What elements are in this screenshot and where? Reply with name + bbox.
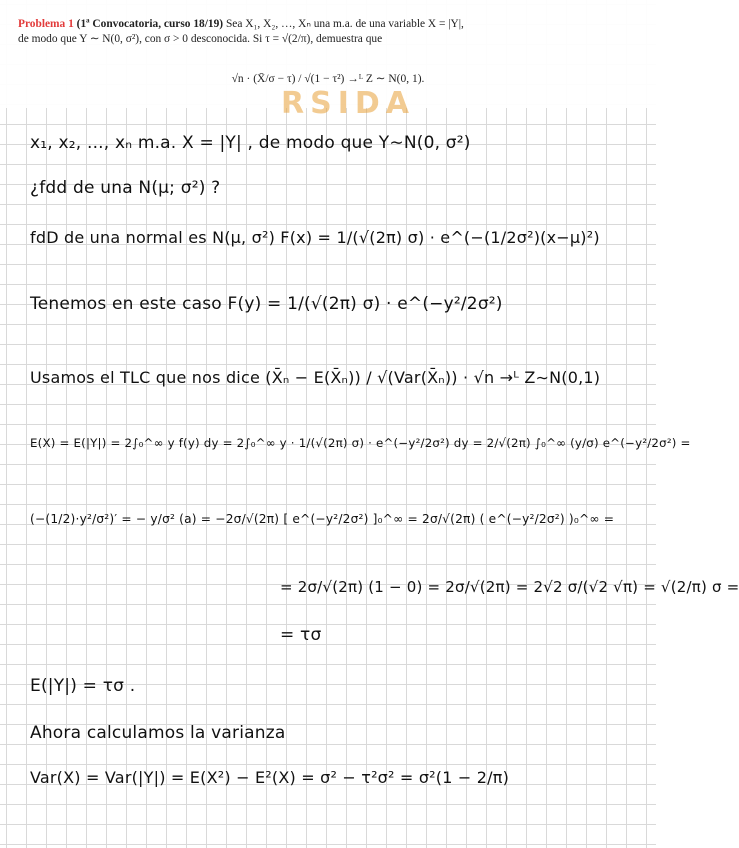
convergence-formula: √n · (X̄/σ − τ) / √(1 − τ²) →ᴸ Z ∼ N(0, 1). [231,73,425,85]
note-line-8: = 2σ/√(2π) (1 − 0) = 2σ/√(2π) = 2√2 σ/(√2 √π) = √(2/π) σ = [280,578,739,596]
note-line-5: Usamos el TLC que nos dice (X̄ₙ − E(X̄ₙ)) / √(Var(X̄ₙ)) · √n →ᴸ Z∼N(0,1) [30,368,601,387]
note-line-10: E(|Y|) = τσ . [30,676,136,696]
note-line-6: E(X) = E(|Y|) = 2∫₀^∞ y f(y) dy = 2∫₀^∞ y · 1/(√(2π) σ) · e^(−y²/2σ²) dy = 2/√(2π) ∫₀^∞ (y/σ) e^(−y²/2σ²) = [30,436,691,450]
note-line-3: fdD de una normal es N(μ, σ²) F(x) = 1/(√(2π) σ) · e^(−(1/2σ²)(x−μ)²) [30,228,600,247]
note-line-2: ¿fdd de una N(μ; σ²) ? [30,178,221,198]
note-line-4: Tenemos en este caso F(y) = 1/(√(2π) σ) · e^(−y²/2σ²) [30,294,503,314]
statement-line-2: de modo que Y ∼ N(0, σ²), con σ > 0 desconocida. Si τ = √(2/π), demuestra que [18,33,383,45]
problem-label: Problema 1 [18,18,74,30]
note-line-11: Ahora calculamos la varianza [30,723,286,743]
statement-text [18,17,640,47]
statement-line-1: Sea X₁, X₂, …, Xₙ una m.a. de una variable X = |Y|, [225,18,464,30]
session-label: (1ª Convocatoria, curso 18/19) [76,18,224,30]
note-line-1: x₁, x₂, ..., xₙ m.a. X = |Y| , de modo que Y∼N(0, σ²) [30,133,471,153]
note-line-12: Var(X) = Var(|Y|) = E(X²) − E²(X) = σ² − τ²σ² = σ²(1 − 2/π) [30,768,510,787]
note-line-9: = τσ [280,625,322,645]
watermark: RSIDA [281,86,415,121]
note-line-7: (−(1/2)·y²/σ²)′ = − y/σ² (a) = −2σ/√(2π) [ e^(−y²/2σ²) ]₀^∞ = 2σ/√(2π) ( e^(−y²/2σ²) )₀^∞ = [30,512,615,526]
